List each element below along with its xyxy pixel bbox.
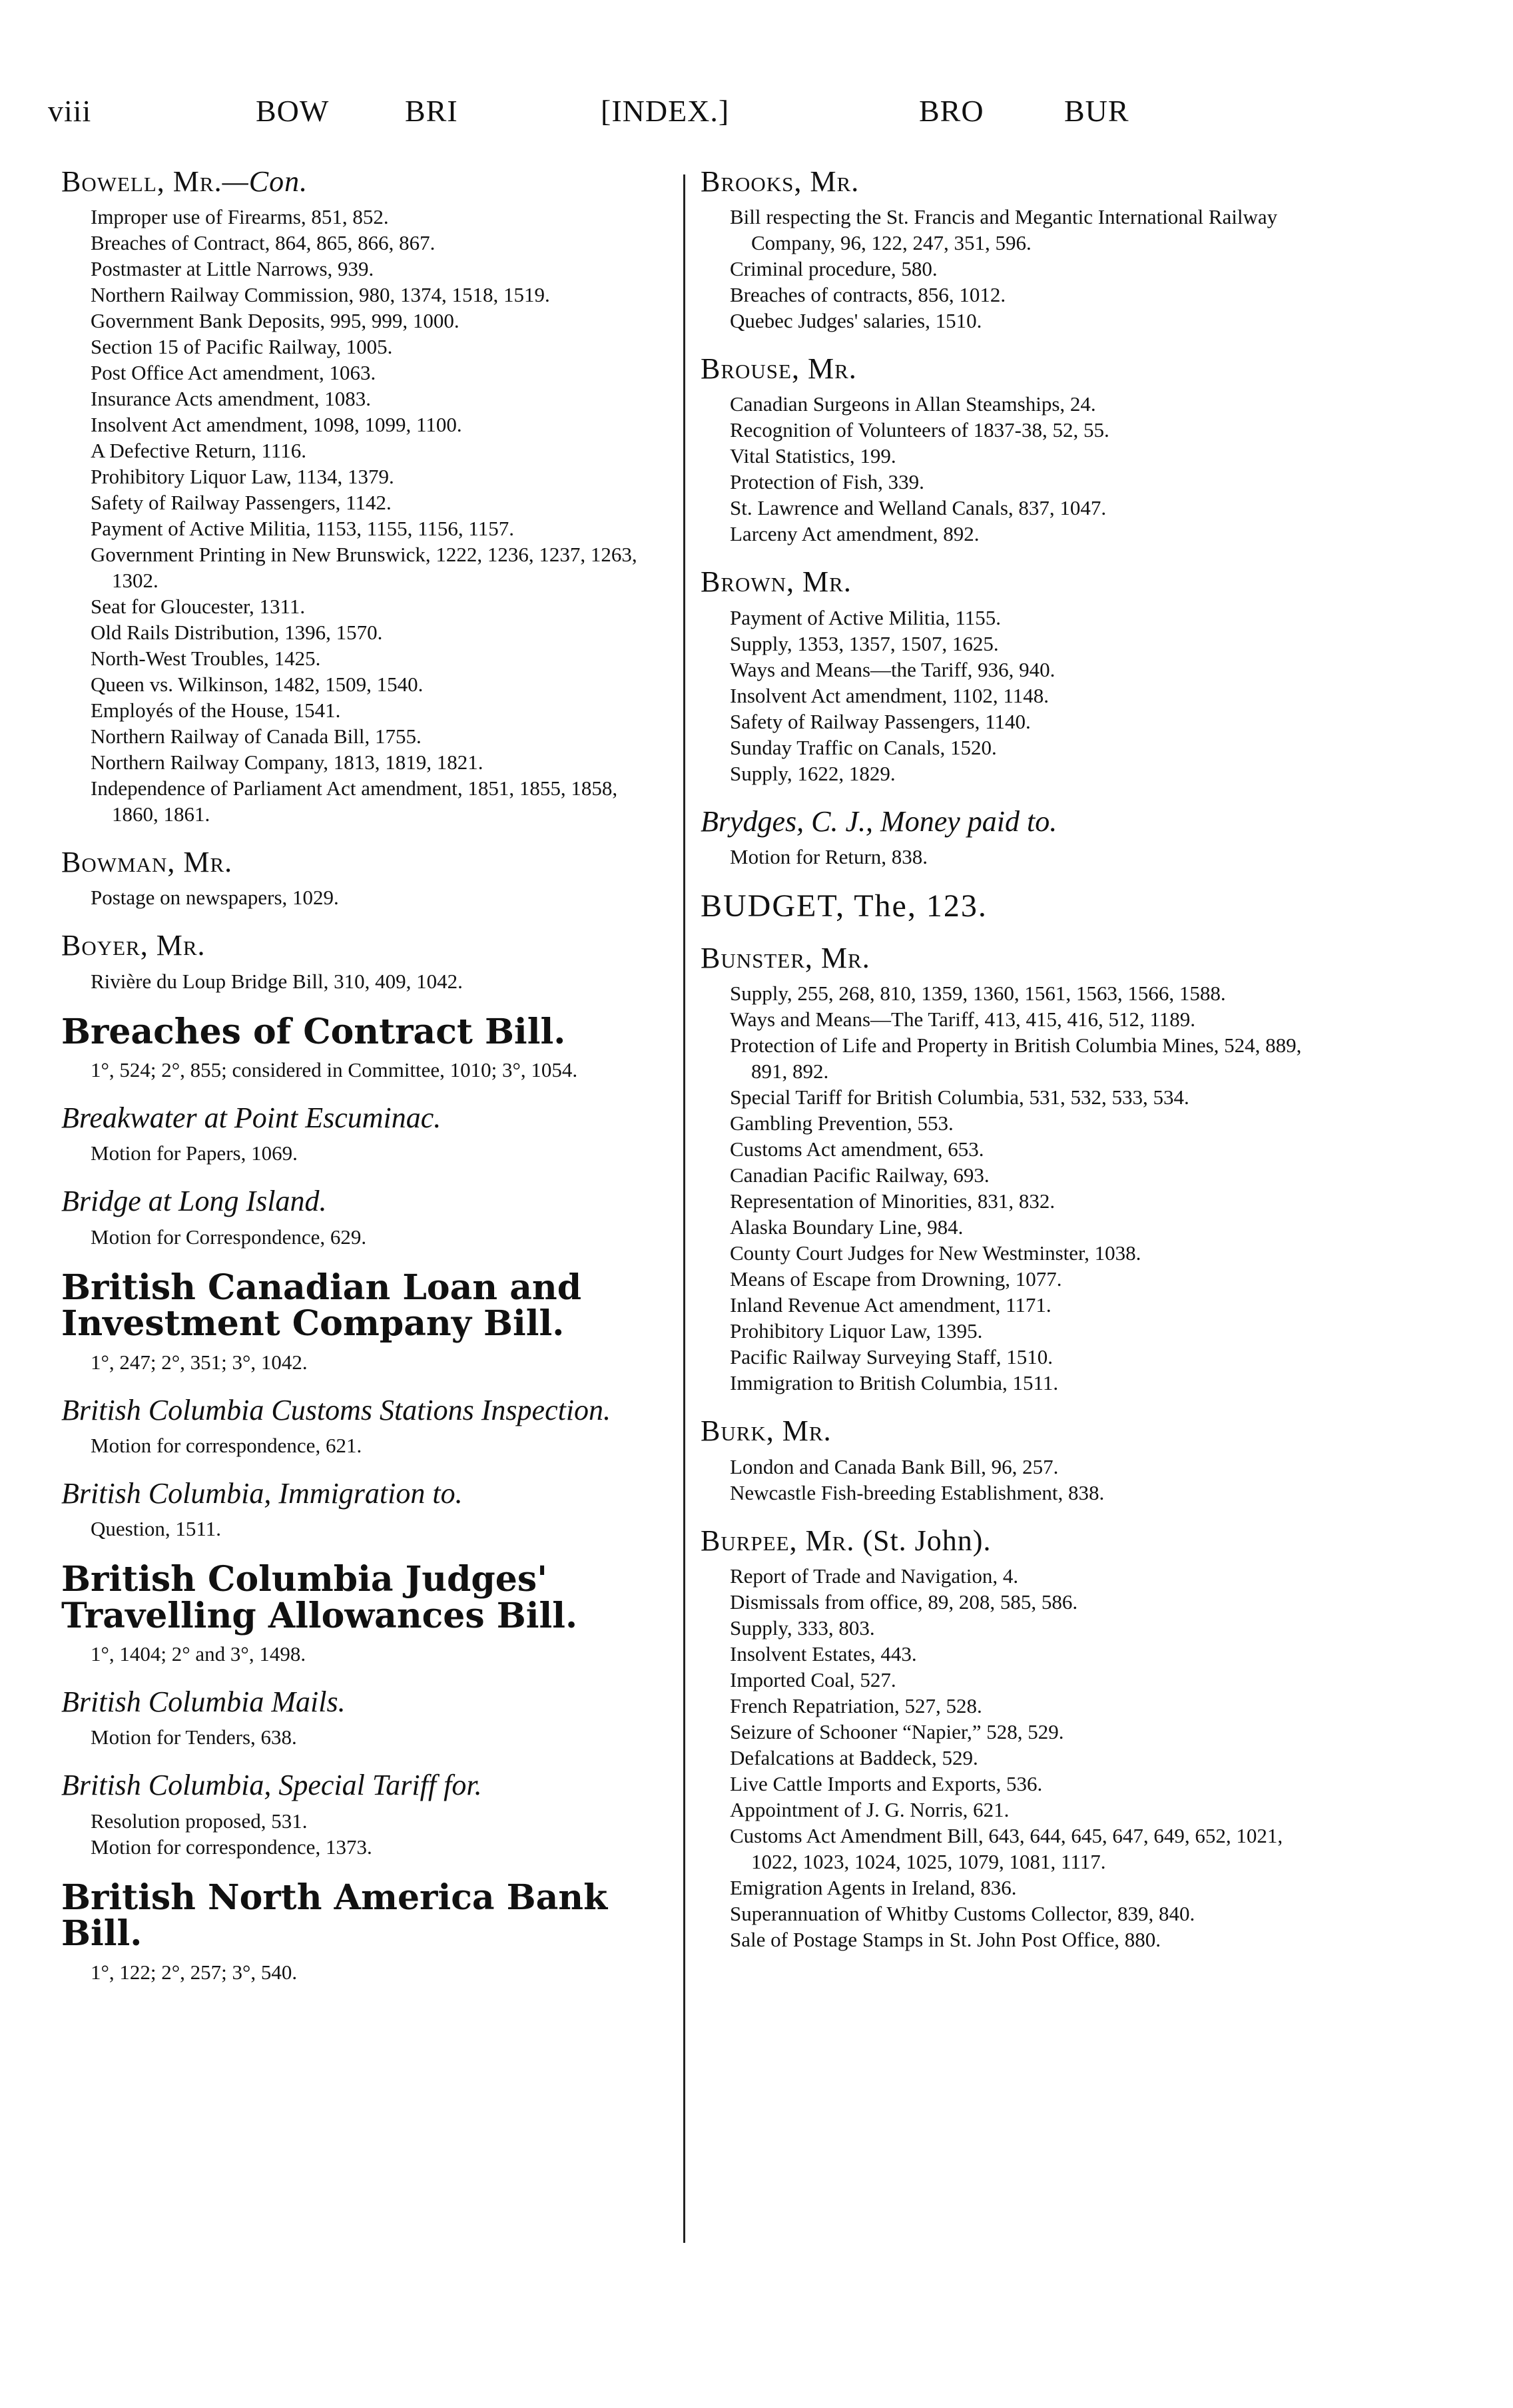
reference-line: 1°, 524; 2°, 855; considered in Committee, 1010; 3°, 1054. <box>91 1058 578 1082</box>
subject-title: Bridge at Long Island. <box>61 1185 327 1218</box>
reference-line: Question, 1511. <box>91 1517 222 1541</box>
entry-heading <box>61 1877 661 1955</box>
reference-line: Bill respecting the St. Francis and Megantic International Railway Company, 96, 122, 247, 351, 596. <box>730 205 1278 255</box>
reference-line: Rivière du Loup Bridge Bill, 310, 409, 1042. <box>91 969 463 993</box>
reference-line: Immigration to British Columbia, 1511. <box>730 1371 1059 1395</box>
reference-line: Pacific Railway Surveying Staff, 1510. <box>730 1345 1054 1369</box>
entry-references <box>91 1808 661 1860</box>
entry-heading <box>61 1186 661 1217</box>
reference-line: Defalcations at Baddeck, 529. <box>730 1745 978 1769</box>
member-name <box>701 1414 832 1447</box>
page-number: viii <box>48 94 92 128</box>
running-header <box>48 93 1147 147</box>
entry-heading <box>701 567 1303 597</box>
entry-heading <box>61 1103 661 1133</box>
reference-line: Postage on newspapers, 1029. <box>91 886 339 910</box>
member-name-text: Bunster, Mr. <box>701 942 870 975</box>
reference-line: Prohibitory Liquor Law, 1134, 1379. <box>91 465 394 489</box>
index-entry <box>701 1526 1303 1953</box>
entry-heading <box>61 1395 661 1426</box>
reference-line: Customs Act Amendment Bill, 643, 644, 645, 647, 649, 652, 1021, 1022, 1023, 1024, 1025, 1079, 1081, 1117. <box>730 1823 1283 1873</box>
range-start-left: BOW <box>256 94 330 128</box>
index-entry <box>61 1103 661 1166</box>
reference-line: Insolvent Act amendment, 1102, 1148. <box>730 683 1049 707</box>
index-entry <box>701 166 1303 334</box>
reference-line: Improper use of Firearms, 851, 852. <box>91 205 389 229</box>
reference-line: Payment of Active Militia, 1155. <box>730 605 1001 629</box>
member-name-text: Brown, Mr. <box>701 565 852 599</box>
reference-line: Recognition of Volunteers of 1837-38, 52, 55. <box>730 418 1109 442</box>
reference-line: Motion for correspondence, 621. <box>91 1433 362 1457</box>
entry-heading <box>61 166 661 197</box>
index-entry <box>61 847 661 910</box>
member-name <box>701 165 859 198</box>
index-entry <box>61 1395 661 1458</box>
reference-line: Criminal procedure, 580. <box>730 257 938 281</box>
member-name-suffix: (St. John). <box>854 1524 992 1557</box>
index-entry <box>61 1559 661 1667</box>
member-name <box>61 929 206 962</box>
bill-title: British Canadian Loan and Investment Company Bill. <box>61 1267 582 1345</box>
reference-line: Imported Coal, 527. <box>730 1667 896 1691</box>
range-end-right: BUR <box>1064 94 1129 128</box>
entry-heading <box>61 1559 661 1636</box>
section-label: [INDEX.] <box>601 94 730 128</box>
entry-references <box>91 1516 661 1542</box>
reference-line: Motion for Correspondence, 629. <box>91 1225 367 1249</box>
reference-line: Supply, 1622, 1829. <box>730 761 896 785</box>
member-name <box>701 352 857 385</box>
reference-line: A Defective Return, 1116. <box>91 439 306 463</box>
reference-line: Employés of the House, 1541. <box>91 699 341 723</box>
reference-line: Postmaster at Little Narrows, 939. <box>91 257 374 281</box>
reference-line: Vital Statistics, 199. <box>730 444 896 468</box>
reference-line: Inland Revenue Act amendment, 1171. <box>730 1293 1052 1317</box>
reference-line: Protection of Life and Property in British Columbia Mines, 524, 889, 891, 892. <box>730 1034 1302 1083</box>
entry-references <box>91 968 661 994</box>
reference-line: Supply, 1353, 1357, 1507, 1625. <box>730 631 999 655</box>
reference-line: Sunday Traffic on Canals, 1520. <box>730 735 997 759</box>
subject-title: British Columbia Customs Stations Inspection. <box>61 1393 611 1426</box>
reference-line: Safety of Railway Passengers, 1140. <box>730 709 1031 733</box>
entry-heading <box>61 1770 661 1801</box>
reference-line: Payment of Active Militia, 1153, 1155, 1156, 1157. <box>91 517 515 541</box>
reference-line: Seat for Gloucester, 1311. <box>91 595 306 619</box>
entry-references <box>91 884 661 910</box>
reference-line: Government Printing in New Brunswick, 1222, 1236, 1237, 1263, 1302. <box>91 543 637 593</box>
reference-line: Insolvent Act amendment, 1098, 1099, 1100. <box>91 413 462 437</box>
budget-heading: BUDGET, The, 123. <box>701 888 988 924</box>
entry-heading <box>701 166 1303 197</box>
reference-line: Special Tariff for British Columbia, 531, 532, 533, 534. <box>730 1085 1189 1109</box>
entry-references <box>730 1454 1303 1506</box>
reference-line: Dismissals from office, 89, 208, 585, 586. <box>730 1590 1078 1614</box>
subject-title: British Columbia Mails. <box>61 1685 346 1719</box>
reference-line: Representation of Minorities, 831, 832. <box>730 1189 1056 1213</box>
member-name <box>61 846 232 878</box>
reference-line: Canadian Surgeons in Allan Steamships, 24. <box>730 392 1096 416</box>
index-entry <box>701 567 1303 786</box>
reference-line: Superannuation of Whitby Customs Collector, 839, 840. <box>730 1901 1195 1925</box>
reference-line: Report of Trade and Navigation, 4. <box>730 1564 1019 1588</box>
index-entry <box>701 943 1303 1396</box>
reference-line: Northern Railway of Canada Bill, 1755. <box>91 725 422 749</box>
bill-title: British North America Bank Bill. <box>61 1877 608 1955</box>
reference-line: Insolvent Estates, 443. <box>730 1642 917 1665</box>
entry-heading <box>701 1416 1303 1446</box>
entry-heading <box>61 1267 661 1345</box>
index-entry <box>61 1687 661 1750</box>
reference-line: Ways and Means—The Tariff, 413, 415, 416, 512, 1189. <box>730 1008 1196 1032</box>
index-entry <box>61 930 661 994</box>
reference-line: North-West Troubles, 1425. <box>91 647 321 671</box>
column-divider <box>683 174 685 2243</box>
entry-heading <box>61 1011 661 1052</box>
subject-title: Brydges, C. J., Money paid to. <box>701 804 1058 838</box>
reference-line: French Repatriation, 527, 528. <box>730 1693 982 1717</box>
entry-heading <box>61 847 661 878</box>
reference-line: Protection of Fish, 339. <box>730 470 924 494</box>
bill-title: British Columbia Judges' Travelling Allowances Bill. <box>61 1559 578 1636</box>
entry-references <box>730 391 1303 547</box>
reference-line: Post Office Act amendment, 1063. <box>91 361 376 385</box>
reference-line: Government Bank Deposits, 995, 999, 1000. <box>91 309 459 333</box>
entry-heading <box>61 930 661 961</box>
reference-line: Appointment of J. G. Norris, 621. <box>730 1797 1010 1821</box>
entry-references <box>91 1641 661 1667</box>
reference-line: Supply, 333, 803. <box>730 1616 875 1640</box>
reference-line: Means of Escape from Drowning, 1077. <box>730 1267 1062 1291</box>
index-entry <box>61 1877 661 1985</box>
member-name-text: Brouse, Mr. <box>701 352 857 386</box>
reference-line: Newcastle Fish-breeding Establishment, 838. <box>730 1480 1105 1504</box>
subject-title: Breakwater at Point Escuminac. <box>61 1101 442 1135</box>
entry-references <box>91 1432 661 1458</box>
reference-line: 1°, 122; 2°, 257; 3°, 540. <box>91 1960 298 1984</box>
bill-title: Breaches of Contract Bill. <box>61 1011 566 1052</box>
index-entry <box>61 1186 661 1249</box>
subject-title: British Columbia, Special Tariff for. <box>61 1769 482 1802</box>
index-entry <box>61 1011 661 1083</box>
reference-line: Resolution proposed, 531. <box>91 1809 308 1833</box>
reference-line: St. Lawrence and Welland Canals, 837, 1047. <box>730 496 1107 520</box>
index-entry <box>701 806 1303 870</box>
reference-line: Customs Act amendment, 653. <box>730 1137 984 1161</box>
entry-references <box>91 1224 661 1250</box>
reference-line: Insurance Acts amendment, 1083. <box>91 387 371 411</box>
index-entry <box>61 166 661 827</box>
entry-references <box>91 1140 661 1166</box>
entry-references <box>91 1724 661 1750</box>
reference-line: Supply, 255, 268, 810, 1359, 1360, 1561, 1563, 1566, 1588. <box>730 982 1226 1006</box>
index-entry <box>61 1770 661 1859</box>
entry-references <box>730 844 1303 870</box>
reference-line: Motion for correspondence, 1373. <box>91 1835 372 1859</box>
entry-heading <box>701 1526 1303 1556</box>
reference-line: Emigration Agents in Ireland, 836. <box>730 1875 1017 1899</box>
entry-references <box>730 980 1303 1396</box>
member-name-text: Bowell, Mr. <box>61 165 222 198</box>
index-entry <box>701 1416 1303 1505</box>
index-entry <box>61 1478 661 1542</box>
reference-line: Seizure of Schooner “Napier,” 528, 529. <box>730 1719 1064 1743</box>
reference-line: Prohibitory Liquor Law, 1395. <box>730 1319 983 1343</box>
reference-line: Live Cattle Imports and Exports, 536. <box>730 1771 1043 1795</box>
reference-line: Safety of Railway Passengers, 1142. <box>91 491 392 515</box>
reference-line: Motion for Return, 838. <box>730 844 928 868</box>
entry-references <box>91 1959 661 1985</box>
reference-line: Ways and Means—the Tariff, 936, 940. <box>730 657 1056 681</box>
entry-heading <box>701 890 1303 923</box>
range-end-left: BRI <box>405 94 458 128</box>
member-name <box>701 565 852 598</box>
member-name-text: Brooks, Mr. <box>701 165 860 198</box>
entry-references <box>91 1349 661 1375</box>
reference-line: Northern Railway Company, 1813, 1819, 1821. <box>91 751 483 774</box>
reference-line: Canadian Pacific Railway, 693. <box>730 1163 990 1187</box>
member-name <box>701 1524 991 1557</box>
reference-line: Larceny Act amendment, 892. <box>730 522 980 546</box>
entry-references <box>730 204 1303 334</box>
reference-line: Independence of Parliament Act amendment, 1851, 1855, 1858, 1860, 1861. <box>91 776 618 826</box>
left-column <box>61 166 661 2005</box>
reference-line: Section 15 of Pacific Railway, 1005. <box>91 335 393 359</box>
reference-line: Sale of Postage Stamps in St. John Post Office, 880. <box>730 1927 1161 1951</box>
member-name-text: Bowman, Mr. <box>61 846 233 879</box>
member-name <box>61 165 308 198</box>
subject-title: British Columbia, Immigration to. <box>61 1476 463 1510</box>
reference-line: 1°, 247; 2°, 351; 3°, 1042. <box>91 1350 308 1374</box>
reference-line: Northern Railway Commission, 980, 1374, 1518, 1519. <box>91 283 550 307</box>
member-name-suffix: —Con. <box>222 165 308 198</box>
index-entry <box>701 354 1303 547</box>
entry-heading <box>61 1687 661 1717</box>
reference-line: County Court Judges for New Westminster, 1038. <box>730 1241 1141 1265</box>
reference-line: Alaska Boundary Line, 984. <box>730 1215 964 1239</box>
entry-heading <box>701 806 1303 837</box>
entry-heading <box>701 354 1303 384</box>
reference-line: Motion for Tenders, 638. <box>91 1725 297 1749</box>
reference-line: Quebec Judges' salaries, 1510. <box>730 309 982 333</box>
member-name-text: Burk, Mr. <box>701 1414 832 1448</box>
entry-heading <box>701 943 1303 974</box>
member-name-text: Burpee, Mr. <box>701 1524 855 1557</box>
reference-line: Queen vs. Wilkinson, 1482, 1509, 1540. <box>91 673 424 697</box>
index-entry <box>701 890 1303 923</box>
entry-references <box>91 1057 661 1083</box>
entry-references <box>730 605 1303 786</box>
index-entry <box>61 1267 661 1375</box>
entry-references <box>91 204 661 827</box>
reference-line: Breaches of contracts, 856, 1012. <box>730 283 1006 307</box>
reference-line: Breaches of Contract, 864, 865, 866, 867. <box>91 231 436 255</box>
range-start-right: BRO <box>919 94 984 128</box>
reference-line: Old Rails Distribution, 1396, 1570. <box>91 621 383 645</box>
reference-line: Gambling Prevention, 553. <box>730 1111 954 1135</box>
member-name-text: Boyer, Mr. <box>61 929 206 962</box>
reference-line: 1°, 1404; 2° and 3°, 1498. <box>91 1642 306 1666</box>
right-column <box>701 166 1303 1972</box>
reference-line: Motion for Papers, 1069. <box>91 1141 298 1165</box>
reference-line: London and Canada Bank Bill, 96, 257. <box>730 1454 1059 1478</box>
member-name <box>701 942 870 974</box>
entry-heading <box>61 1478 661 1509</box>
entry-references <box>730 1563 1303 1953</box>
